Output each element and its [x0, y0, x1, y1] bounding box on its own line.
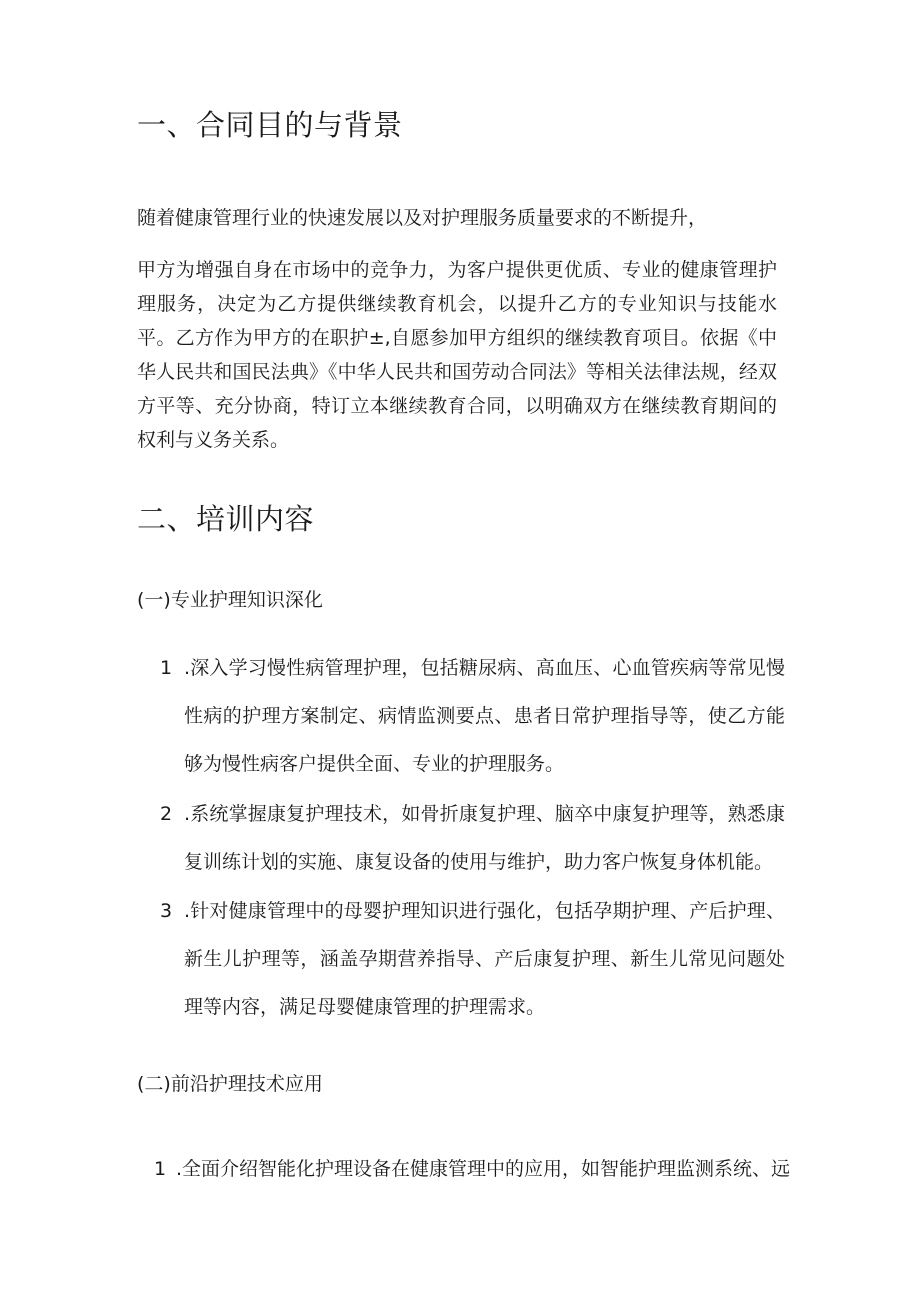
list-item-number: 3 — [160, 900, 173, 922]
background-paragraph-intro: 随着健康管理行业的快速发展以及对护理服务质量要求的不断提升， — [137, 207, 708, 229]
list-item-number: 2 — [160, 803, 173, 825]
list-item — [160, 790, 785, 886]
subsection-title-professional-knowledge: (一)专业护理知识深化 — [137, 589, 323, 611]
list-item — [160, 644, 785, 788]
list-item-text: .全面介绍智能化护理设备在健康管理中的应用，如智能护理监测系统、远 — [176, 1158, 791, 1180]
list-item — [160, 887, 785, 1031]
list-item-number: 1 — [160, 657, 173, 679]
list-item-text: .深入学习慢性病管理护理，包括糖尿病、高血压、心血管疾病等常见慢性病的护理方案制定、病情监测要点、患者日常护理指导等，使乙方能够为慢性病客户提供全面、专业的护理服务。 — [184, 657, 785, 775]
list-item-number: 1 — [154, 1158, 167, 1180]
list-item-text: .针对健康管理中的母婴护理知识进行强化，包括孕期护理、产后护理、新生儿护理等，涵盖孕期营养指导、产后康复护理、新生儿常见问题处理等内容，满足母婴健康管理的护理需求。 — [184, 900, 785, 1018]
section-heading-purpose: 一、合同目的与背景 — [137, 108, 403, 142]
section-heading-training: 二、培训内容 — [137, 502, 315, 536]
background-paragraph-main: 甲方为增强自身在市场中的竞争力，为客户提供更优质、专业的健康管理护理服务，决定为乙方提供继续教育机会，以提升乙方的专业知识与技能水平。乙方作为甲方的在职护±,自愿参加甲方组织的继续教育项目。依据《中华人民共和国民法典》《中华人民共和国劳动合同法》等相关法律法规，经双方平等、充分协商，特订立本继续教育合同，以明确双方在继续教育期间的权利与义务关系。 — [137, 259, 777, 451]
subsection-title-frontier-technology: (二)前沿护理技术应用 — [137, 1073, 323, 1095]
list-item — [154, 1145, 791, 1193]
list-item-text: .系统掌握康复护理技术，如骨折康复护理、脑卒中康复护理等，熟悉康复训练计划的实施、康复设备的使用与维护，助力客户恢复身体机能。 — [184, 803, 785, 873]
